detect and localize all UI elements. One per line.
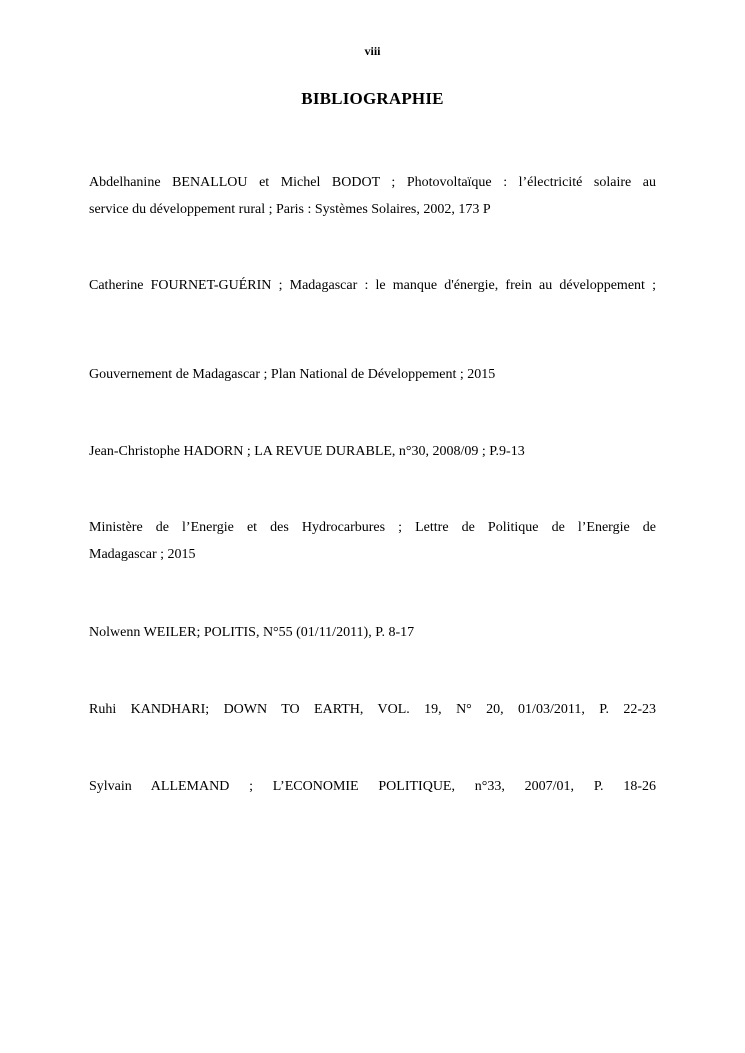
bibliography-entry-allemand [89,773,656,800]
entry-line: Ministère de l’Energie et des Hydrocarbures ; Lettre de Politique de l’Energie de [89,520,656,535]
bibliography-entry-benallou [89,169,656,223]
bibliography-entry-ministere [89,514,656,568]
entry-line: Ruhi KANDHARI; DOWN TO EARTH, VOL. 19, N° 20, 01/03/2011, P. 22-23 [89,702,656,717]
page-number: viii [364,44,381,58]
entry-line: Catherine FOURNET-GUÉRIN ; Madagascar : le manque d'énergie, frein au développement ; [89,278,656,293]
entry-line: Jean-Christophe HADORN ; LA REVUE DURABLE, n°30, 2008/09 ; P.9-13 [89,444,525,459]
entry-line: service du développement rural ; Paris : Systèmes Solaires, 2002, 173 P [89,202,491,217]
bibliography-entry-fournet-guerin [89,272,656,299]
entry-line: Nolwenn WEILER; POLITIS, N°55 (01/11/2011), P. 8-17 [89,625,415,640]
bibliography-entry-gouvernement [89,361,656,388]
entry-line: Abdelhanine BENALLOU et Michel BODOT ; Photovoltaïque : l’électricité solaire au [89,175,656,190]
entry-line: Gouvernement de Madagascar ; Plan National de Développement ; 2015 [89,367,496,382]
bibliography-entry-weiler [89,619,656,646]
entry-line: Madagascar ; 2015 [89,547,196,562]
bibliography-entry-kandhari [89,696,656,723]
page-title: BIBLIOGRAPHIE [301,89,444,108]
entry-line: Sylvain ALLEMAND ; L’ECONOMIE POLITIQUE, n°33, 2007/01, P. 18-26 [89,779,656,794]
bibliography-entry-hadorn [89,438,656,465]
